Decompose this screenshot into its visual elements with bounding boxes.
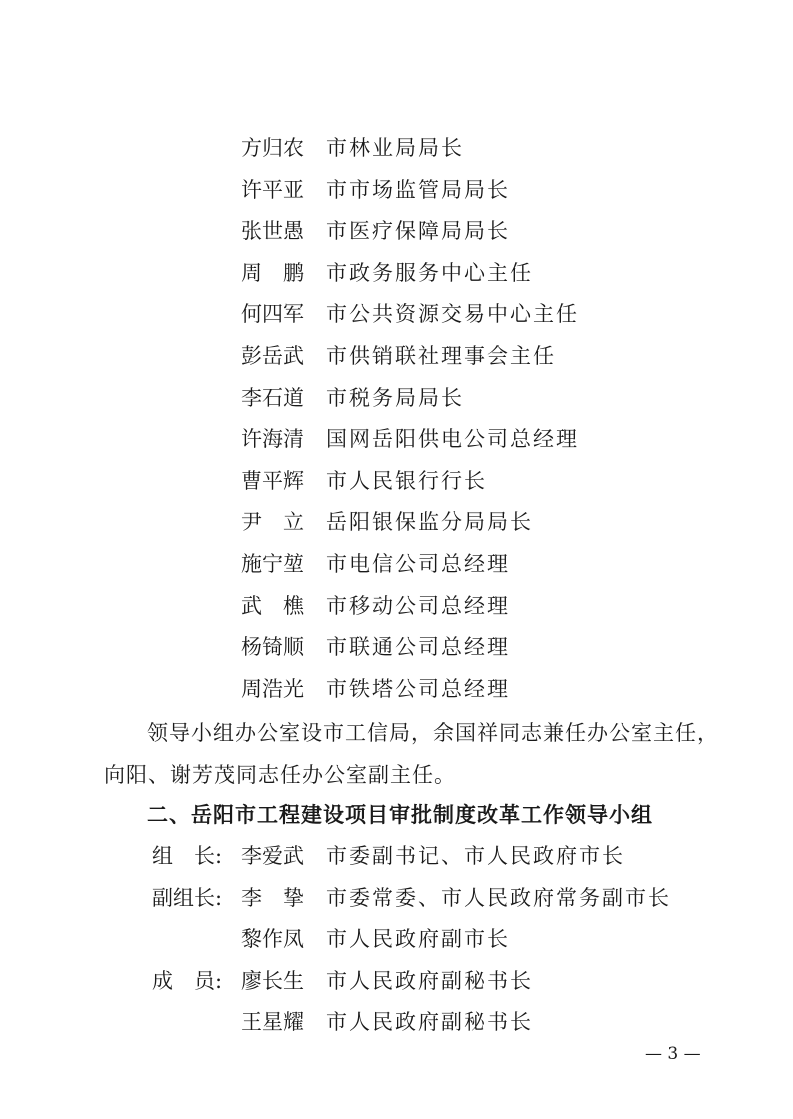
member-title: 市供销联社理事会主任 — [326, 344, 556, 368]
member-title: 市人民政府副市长 — [326, 927, 510, 951]
member-name: 许海清 — [241, 427, 304, 452]
member-title: 市人民政府副秘书长 — [326, 968, 533, 993]
member-name: 施宁堃 — [241, 552, 304, 576]
office-paragraph-line-1: 领导小组办公室设市工信局，余国祥同志兼任办公室主任， — [147, 721, 719, 745]
member-row — [0, 463, 793, 499]
member-title: 市委常委、市人民政府常务副市长 — [326, 885, 671, 910]
member-row — [0, 504, 793, 540]
member-row — [0, 629, 793, 665]
section-heading: 二、岳阳市工程建设项目审批制度改革工作领导小组 — [147, 802, 653, 827]
member-title: 市联通公司总经理 — [326, 635, 510, 660]
member-name: 廖长生 — [241, 968, 304, 993]
member-row — [0, 588, 793, 624]
member-name: 方归农 — [241, 136, 304, 160]
member-name: 张世愚 — [241, 219, 304, 244]
member-title: 市政务服务中心主任 — [326, 260, 533, 285]
member-name: 尹 立 — [241, 510, 304, 535]
member-name: 李 挚 — [241, 885, 304, 910]
member-name: 许平亚 — [241, 177, 304, 202]
member-name: 武 樵 — [241, 593, 304, 618]
member-row — [0, 421, 793, 457]
member-role: 成 员: — [152, 968, 223, 993]
member-title: 市铁塔公司总经理 — [326, 676, 510, 701]
member-title: 市医疗保障局局长 — [326, 219, 510, 244]
member-title: 市移动公司总经理 — [326, 593, 510, 618]
member-title: 市人民银行行长 — [326, 468, 487, 493]
section2-row — [0, 1004, 793, 1040]
section2-row — [0, 921, 793, 957]
member-name: 何四军 — [241, 302, 304, 327]
member-name: 周浩光 — [241, 676, 304, 701]
member-name: 周 鹏 — [241, 260, 304, 285]
member-title: 市人民政府副秘书长 — [326, 1010, 533, 1034]
office-paragraph-line-2: 向阳、谢芳茂同志任办公室副主任。 — [104, 763, 456, 787]
member-title: 市公共资源交易中心主任 — [326, 302, 579, 327]
member-title: 岳阳银保监分局局长 — [326, 510, 533, 535]
member-name: 李石道 — [241, 385, 304, 410]
member-row — [0, 546, 793, 582]
member-name: 曹平辉 — [241, 468, 304, 493]
member-title: 市林业局局长 — [326, 136, 464, 160]
member-row — [0, 255, 793, 291]
member-name: 彭岳武 — [241, 344, 304, 368]
member-row — [0, 213, 793, 249]
member-name: 黎作凤 — [241, 927, 304, 951]
member-role: 组 长: — [152, 844, 223, 868]
member-title: 市市场监管局局长 — [326, 177, 510, 202]
member-row — [0, 172, 793, 208]
member-title: 国网岳阳供电公司总经理 — [326, 427, 579, 452]
member-row — [0, 338, 793, 374]
section2-row — [0, 838, 793, 874]
member-name: 王星耀 — [241, 1010, 304, 1034]
member-name: 杨锜顺 — [241, 635, 304, 660]
member-title: 市电信公司总经理 — [326, 552, 510, 576]
member-title: 市税务局局长 — [326, 385, 464, 410]
member-title: 市委副书记、市人民政府市长 — [326, 844, 625, 868]
section2-row — [0, 963, 793, 999]
page-number: — 3 — — [645, 1044, 701, 1064]
member-role: 副组长: — [152, 885, 223, 910]
member-row — [0, 380, 793, 416]
member-name: 李爱武 — [241, 844, 304, 868]
member-row — [0, 671, 793, 707]
section2-row — [0, 880, 793, 916]
member-row — [0, 130, 793, 166]
member-row — [0, 296, 793, 332]
